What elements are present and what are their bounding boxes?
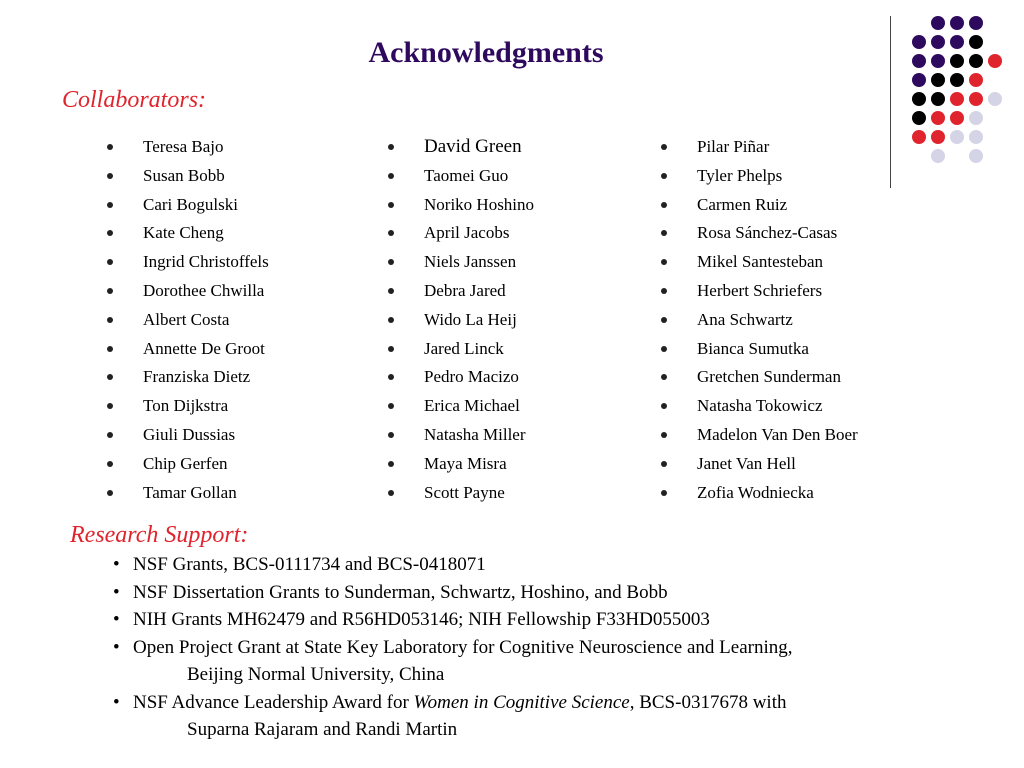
list-item: Ton Dijkstra bbox=[143, 394, 269, 423]
collaborators-column-3 bbox=[697, 135, 858, 509]
decorative-dot bbox=[969, 35, 983, 49]
list-item: Kate Cheng bbox=[143, 221, 269, 250]
page-title: Acknowledgments bbox=[368, 36, 604, 69]
support-item bbox=[113, 551, 993, 579]
decorative-dot bbox=[950, 92, 964, 106]
support-text: NSF Advance Leadership Award for bbox=[133, 691, 414, 713]
decorative-dot bbox=[912, 111, 926, 125]
list-item: Carmen Ruiz bbox=[697, 193, 858, 222]
collaborators-heading: Collaborators: bbox=[62, 87, 207, 113]
collaborators-column-1 bbox=[143, 135, 269, 509]
decorative-dot bbox=[969, 16, 983, 30]
list-item: Maya Misra bbox=[424, 452, 534, 481]
decorative-dot bbox=[950, 130, 964, 144]
list-item: Scott Payne bbox=[424, 481, 534, 510]
decorative-dot bbox=[912, 54, 926, 68]
list-item: Ingrid Christoffels bbox=[143, 250, 269, 279]
list-item: Giuli Dussias bbox=[143, 423, 269, 452]
list-item: Erica Michael bbox=[424, 394, 534, 423]
list-item: Herbert Schriefers bbox=[697, 279, 858, 308]
list-item: Pedro Macizo bbox=[424, 365, 534, 394]
decorative-dot bbox=[931, 16, 945, 30]
decorative-dot bbox=[912, 35, 926, 49]
support-item bbox=[113, 606, 993, 634]
list-item: Chip Gerfen bbox=[143, 452, 269, 481]
decorative-dot bbox=[931, 149, 945, 163]
list-item: Niels Janssen bbox=[424, 250, 534, 279]
decorative-dot bbox=[969, 54, 983, 68]
list-item: Noriko Hoshino bbox=[424, 193, 534, 222]
list-item: Teresa Bajo bbox=[143, 135, 269, 164]
decorative-dot bbox=[931, 73, 945, 87]
list-item: Wido La Heij bbox=[424, 308, 534, 337]
list-item: Mikel Santesteban bbox=[697, 250, 858, 279]
decorative-dot bbox=[969, 111, 983, 125]
decorative-dot bbox=[931, 92, 945, 106]
decorative-dot bbox=[969, 130, 983, 144]
support-text: NIH Grants MH62479 and R56HD053146; NIH Fellowship F33HD055003 bbox=[133, 609, 710, 630]
collaborators-column-2 bbox=[424, 135, 534, 509]
support-text: Open Project Grant at State Key Laboratory for Cognitive Neuroscience and Learning, bbox=[133, 636, 793, 658]
decorative-dot bbox=[912, 130, 926, 144]
decorative-dot bbox=[912, 92, 926, 106]
list-item: Madelon Van Den Boer bbox=[697, 423, 858, 452]
list-item: Jared Linck bbox=[424, 337, 534, 366]
list-item: Gretchen Sunderman bbox=[697, 365, 858, 394]
decorative-dot bbox=[969, 92, 983, 106]
list-item: Natasha Miller bbox=[424, 423, 534, 452]
list-item: Janet Van Hell bbox=[697, 452, 858, 481]
decorative-dot bbox=[950, 54, 964, 68]
support-text-continuation: Suparna Rajaram and Randi Martin bbox=[187, 719, 458, 740]
decorative-dot bbox=[988, 54, 1002, 68]
support-item bbox=[113, 579, 993, 607]
list-item: Tamar Gollan bbox=[143, 481, 269, 510]
decorative-divider-line bbox=[890, 16, 891, 188]
decorative-dot bbox=[931, 35, 945, 49]
list-item: Bianca Sumutka bbox=[697, 337, 858, 366]
decorative-dot bbox=[969, 73, 983, 87]
decorative-dot bbox=[912, 73, 926, 87]
list-item: Susan Bobb bbox=[143, 164, 269, 193]
list-item: April Jacobs bbox=[424, 221, 534, 250]
decorative-dot bbox=[950, 35, 964, 49]
list-item: Ana Schwartz bbox=[697, 308, 858, 337]
research-support-list bbox=[113, 551, 993, 744]
decorative-dot bbox=[931, 111, 945, 125]
decorative-dot bbox=[931, 54, 945, 68]
list-item: Taomei Guo bbox=[424, 164, 534, 193]
decorative-dot bbox=[950, 73, 964, 87]
support-text-continuation: Beijing Normal University, China bbox=[187, 664, 445, 685]
support-text: , BCS-0317678 with bbox=[629, 691, 787, 713]
decorative-dot bbox=[969, 149, 983, 163]
support-item bbox=[113, 634, 993, 689]
list-item: Franziska Dietz bbox=[143, 365, 269, 394]
decorative-dot bbox=[950, 111, 964, 125]
support-text-italic: Women in Cognitive Science bbox=[413, 691, 630, 713]
research-support-heading: Research Support: bbox=[70, 522, 249, 548]
list-item: Pilar Piñar bbox=[697, 135, 858, 164]
support-text: NSF Grants, BCS-0111734 and BCS-0418071 bbox=[133, 554, 486, 575]
list-item: Albert Costa bbox=[143, 308, 269, 337]
decorative-dot bbox=[950, 16, 964, 30]
list-item: Cari Bogulski bbox=[143, 193, 269, 222]
list-item: Dorothee Chwilla bbox=[143, 279, 269, 308]
list-item: Tyler Phelps bbox=[697, 164, 858, 193]
list-item: Rosa Sánchez-Casas bbox=[697, 221, 858, 250]
decorative-dot bbox=[988, 92, 1002, 106]
list-item: Annette De Groot bbox=[143, 337, 269, 366]
list-item: Natasha Tokowicz bbox=[697, 394, 858, 423]
decorative-dot bbox=[931, 130, 945, 144]
support-text: NSF Dissertation Grants to Sunderman, Schwartz, Hoshino, and Bobb bbox=[133, 581, 668, 603]
list-item: Zofia Wodniecka bbox=[697, 481, 858, 510]
support-item bbox=[113, 689, 993, 744]
list-item: David Green bbox=[424, 135, 534, 164]
list-item: Debra Jared bbox=[424, 279, 534, 308]
